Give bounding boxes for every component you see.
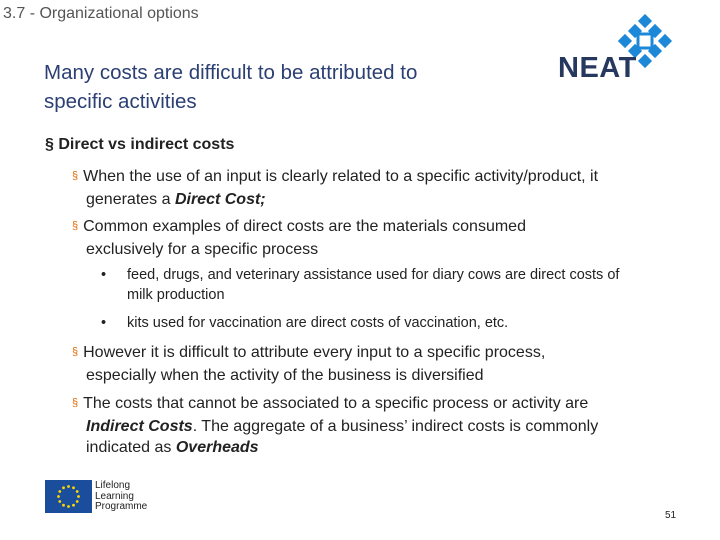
- item-line-1: The costs that cannot be associated to a specific process or activity are: [83, 395, 589, 412]
- subitem-text: [127, 313, 687, 333]
- title-line-1: Many costs are difficult to be attributed to: [44, 61, 418, 84]
- list-item-examples: [72, 216, 682, 260]
- neat-logo: [556, 14, 676, 84]
- item-line-1: When the use of an input is clearly related to a specific activity/product, it: [83, 168, 599, 185]
- page-number: 51: [665, 510, 677, 521]
- section-label: 3.7 - Organizational options: [3, 5, 199, 22]
- item-line-3-prefix: indicated as: [86, 439, 176, 456]
- subitem-bullet: •: [101, 267, 107, 283]
- emphasis-overheads: Overheads: [175, 439, 259, 456]
- subitem-text: [127, 265, 687, 305]
- subitem-line-1: kits used for vaccination are direct costs of vaccination, etc.: [127, 315, 509, 331]
- item-line-2: [72, 189, 682, 210]
- level1-bullet: §: [45, 136, 54, 153]
- item-line-3: [72, 437, 682, 458]
- eu-logo-line-1: Lifelong: [95, 480, 131, 491]
- slide-title: [44, 58, 544, 116]
- item-line-2: exclusively for a specific process: [86, 241, 319, 258]
- eu-stars-icon: [45, 480, 92, 513]
- list-item-indirect-cost: [72, 393, 682, 458]
- item-line-2-rest: . The aggregate of a business’ indirect costs is commonly: [192, 418, 599, 435]
- eu-logo-text: [95, 481, 147, 513]
- emphasis-direct-cost: Direct Cost;: [174, 191, 266, 208]
- eu-logo-line-2: Learning: [95, 490, 134, 502]
- list-item-difficult: [72, 342, 682, 386]
- item-line-1: However it is difficult to attribute every input to a specific process,: [83, 344, 546, 361]
- level1-text: Direct vs indirect costs: [58, 136, 235, 153]
- item-bullet: §: [72, 220, 79, 232]
- emphasis-indirect-costs: Indirect Costs: [86, 418, 193, 435]
- item-line-2: especially when the activity of the business is diversified: [86, 367, 484, 384]
- subitem-line-2: milk production: [127, 287, 225, 303]
- item-bullet: §: [72, 170, 79, 182]
- neat-logo-text: NEAT: [558, 52, 637, 84]
- eu-logo-line-3: Programme: [95, 501, 148, 512]
- title-line-2: specific activities: [44, 90, 197, 113]
- item-line-2-prefix: generates a: [86, 191, 175, 208]
- eu-flag-icon: [45, 480, 92, 513]
- subitem-bullet: •: [101, 315, 107, 331]
- list-item-direct-cost: [72, 166, 682, 210]
- level1-item: [45, 136, 234, 154]
- lifelong-learning-logo: [45, 480, 157, 516]
- item-bullet: §: [72, 397, 79, 409]
- subitem-line-1: feed, drugs, and veterinary assistance used for diary cows are direct costs of: [127, 267, 620, 283]
- item-line-1: Common examples of direct costs are the materials consumed: [83, 218, 526, 235]
- item-bullet: §: [72, 346, 79, 358]
- item-line-2: [72, 416, 682, 437]
